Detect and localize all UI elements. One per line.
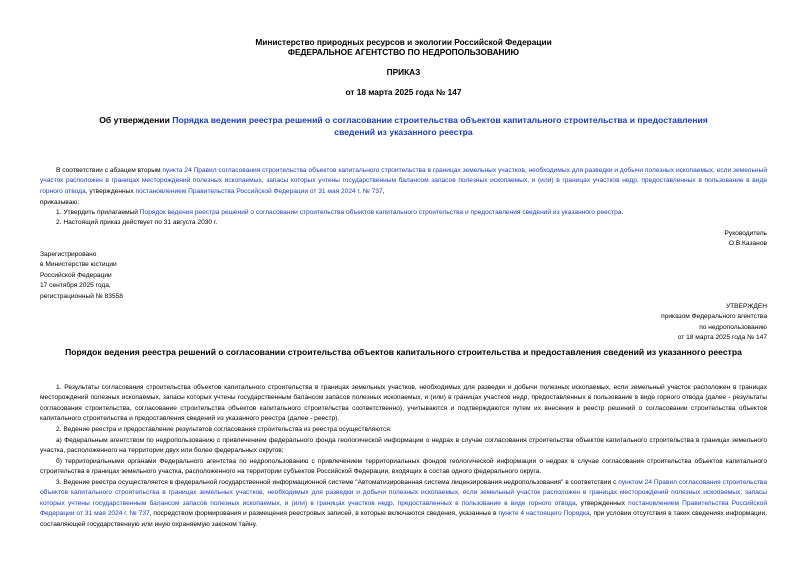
p3-rules-link[interactable]: пунктом 24 Правил согласования строительства объектов капитального строительства в границах земельных участков, необходимых для разведки и добычи полезных ископаемых, если земельный участок расположен в границах месторождений полезных ископаемых, запасы которых учтены государственным балансом запасов полезных ископаемых, и (или) в границах участков недр, предоставленных в пользование в виде горного отвода [40,479,767,507]
body-paragraph-3 [40,478,767,530]
item1-suffix: . [621,209,624,216]
registration-line-3: Российской Федерации [40,271,112,279]
registration-line-1: Зарегистрировано [40,251,97,258]
preamble-rules-link[interactable]: пункта 24 Правил согласования строительства объектов капитального строительства в границах земельных участков, необходимых для разведки и добычи полезных ископаемых, если земельный участок расположен в границах месторождений полезных ископаемых, запасы которых учтены государственным балансом запасов полезных ископаемых, и (или) в границах участков недр, предоставленных в пользование в виде горного отвода [40,167,767,195]
ministry-name: Министерство природных ресурсов и экологии Российской Федерации [255,37,552,47]
body-paragraph-2a: а) Федеральным агентством по недропользованию с привлечением федерального фонда геологической информации о недрах в случае согласования строительства объектов капитального строительства в границах земельного участка, расположенного на территории двух или более федеральных округов; [40,437,767,455]
signature-name: О.В.Казанов [728,240,767,248]
signature-block [725,229,767,250]
signature-position: Руководитель [724,230,767,237]
approval-line-1: УТВЕРЖДЕН [725,303,767,310]
approval-block [661,302,767,344]
preamble-text-2: , утвержденных [85,187,136,195]
title-prefix: Об утверждении [99,115,173,125]
title-link[interactable]: Порядка ведения реестра решений о согласовании строительства объектов капитального строительства и предоставления сведений из указанного реестра [172,115,708,137]
body-paragraph-2: 2. Ведение реестра и предоставление результатов согласования строительства из реестра осуществляются: [56,426,392,433]
registration-line-4: 17 сентября 2025 года, [40,282,111,290]
order-item-1 [40,208,767,218]
preamble-text-3: , [382,187,385,195]
agency-name: ФЕДЕРАЛЬНОЕ АГЕНТСТВО ПО НЕДРОПОЛЬЗОВАНИЮ [287,47,520,57]
order-title: Порядок ведения реестра решений о согласовании строительства объектов капитального строительства и предоставления сведений из указанного реестра [65,347,742,357]
preamble [40,166,767,197]
p3-text-2: , утвержденных [575,499,629,507]
p3-resolution-link[interactable]: постановлением Правительства Российской Федерации от 31 мая 2024 г. № 737 [40,499,768,518]
registration-line-2: в Министерстве юстиции [40,261,117,269]
document-date-number: от 18 марта 2025 года № 147 [345,87,462,97]
order-word: приказываю: [40,199,80,206]
p3-text-4: , при условии отсутствия в таких сведениях информации, составляющей государственную или иную охраняемую законом тайну. [40,510,767,528]
p3-point4-link[interactable]: пункте 4 настоящего Порядка [498,510,590,518]
p3-text-1: 3. Ведение реестра осуществляется в федеральной государственной информационной системе "Автоматизированная система лицензирования недропользования" в соответствии с [56,479,619,486]
registration-line-5: регистрационный № 83558 [40,292,123,300]
preamble-text-1: В соответствии с абзацем вторым [56,167,163,174]
order-item-2: 2. Настоящий приказ действует по 31 августа 2030 г. [56,219,218,226]
body-paragraph-1: 1. Результаты согласования строительства объектов капитального строительства в границах земельных участков, необходимых для разведки и добычи полезных ископаемых, если земельный участок расположен в границах месторождений полезных ископаемых, запасы которых учтены государственным балансом запасов полезных ископаемых, и (или) в границах участков недр, предоставленных в пользование в виде горного отвода (далее - результаты согласования строительства, согласование строительства объектов капитального строительства соответственно), учитываются и подтверждаются путем их внесения в реестр решений о согласовании строительства объектов капитального строительства и предоставления сведений из указанного реестра (далее - реестр). [40,384,767,423]
preamble-resolution-link[interactable]: постановлением Правительства Российской Федерации от 31 мая 2024 г. № 737 [135,187,383,195]
item1-link[interactable]: Порядок ведения реестра решений о согласовании строительства объектов капитального строительства и предоставления сведений из указанного реестра [139,209,622,216]
registration-block [40,250,123,302]
approval-line-4: от 18 марта 2025 года № 147 [677,334,767,342]
p3-text-3: , посредством формирования и размещения реестровых записей, в которые включаются сведения, указанные в [149,510,499,518]
item1-prefix: 1. Утвердить прилагаемый [56,209,140,216]
document-type: ПРИКАЗ [386,67,421,77]
approval-line-2: приказом Федерального агентства [661,313,767,321]
document-title [90,114,717,138]
approval-line-3: по недропользованию [699,323,767,331]
body-paragraph-2b: б) территориальными органами Федерального агентства по недропользованию с привлечением территориальных фондов геологической информации о недрах в случае согласования строительства объектов капитального строительства в границах земельного участка, расположенного на территории субъектов Российской Федерации, входящих в состав одного федерального округа. [40,458,767,476]
